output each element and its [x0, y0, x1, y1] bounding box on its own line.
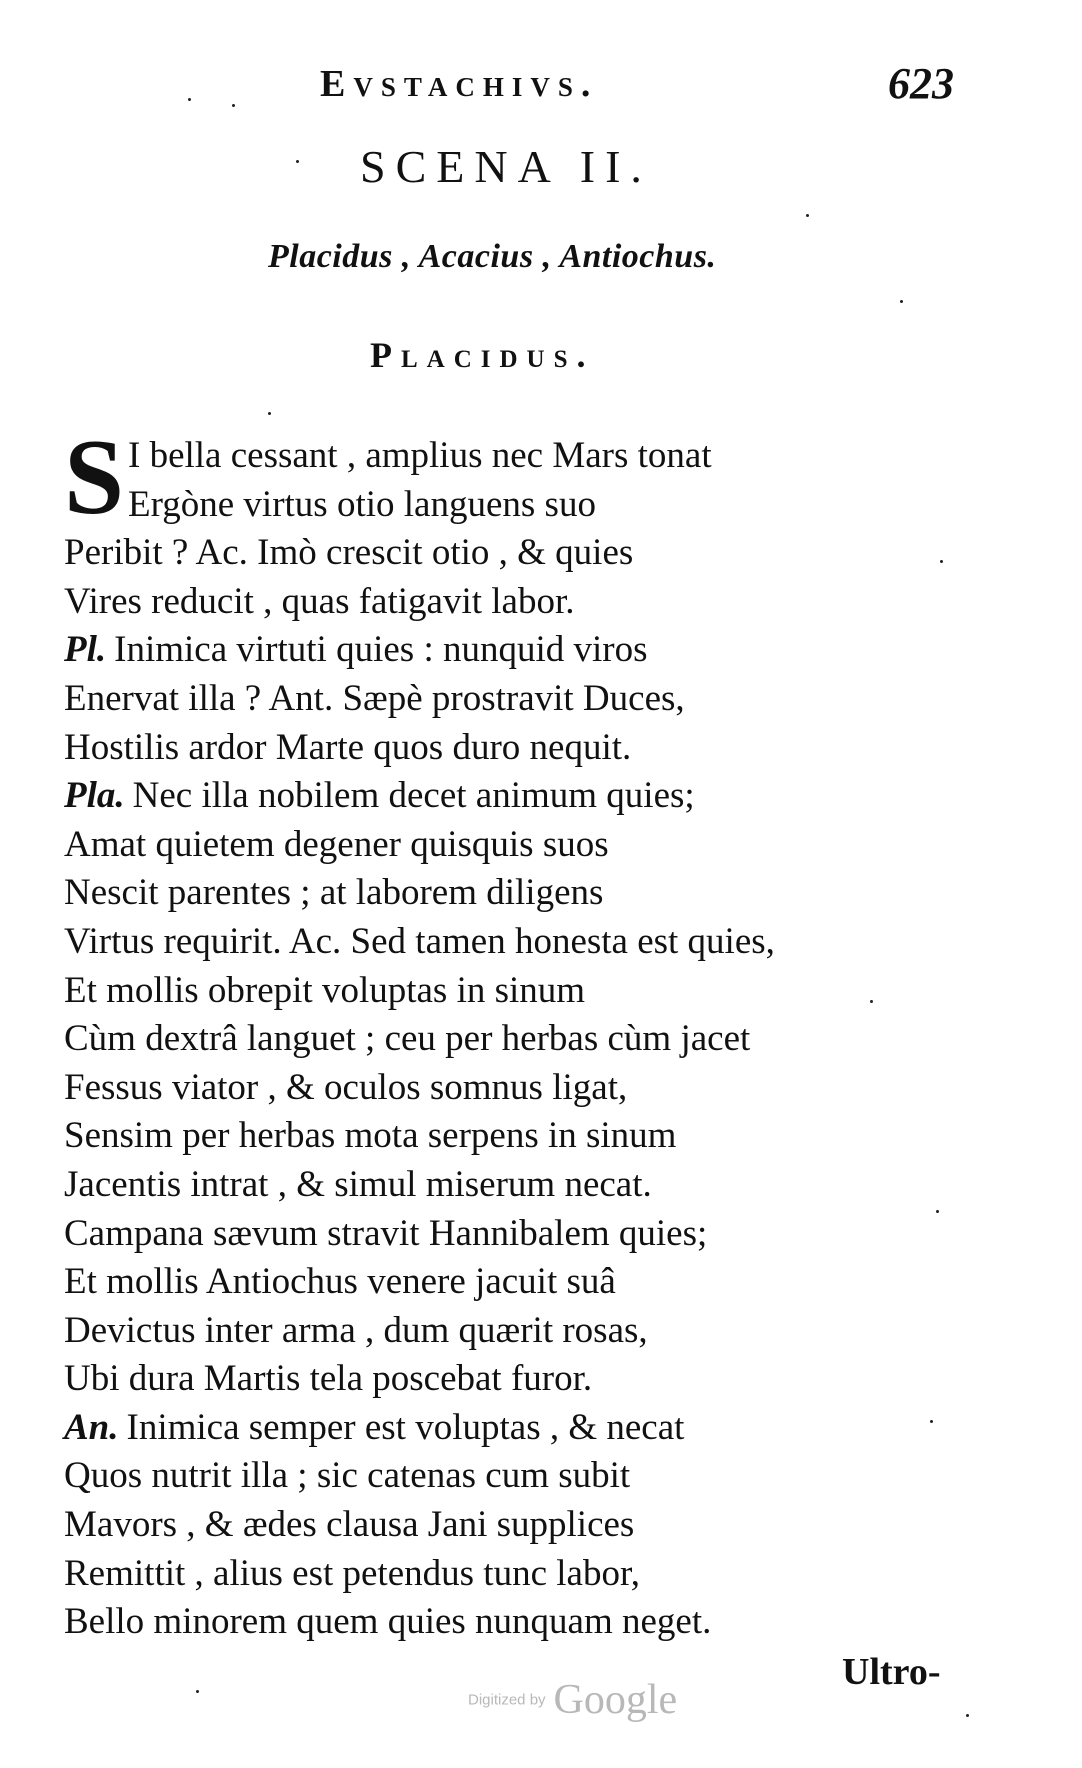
scan-speck — [966, 1714, 969, 1717]
verse-line-text: Peribit ? Ac. Imò crescit otio , & quies — [64, 532, 634, 574]
scan-speck — [806, 214, 809, 217]
scan-speck — [232, 104, 235, 107]
verse-line-text: Nec illa nobilem decet animum quies; — [132, 775, 695, 817]
verse-line-text: Et mollis obrepit voluptas in sinum — [64, 969, 586, 1011]
verse-line — [64, 1550, 964, 1599]
verse-line-text: Hostilis ardor Marte quos duro nequit. — [64, 726, 632, 768]
verse-line — [64, 675, 964, 724]
verse-line-text: Virtus requirit. Ac. Sed tamen honesta est quies, — [64, 920, 775, 962]
scan-speck — [268, 412, 271, 415]
verse-line-text: Inimica semper est voluptas , & necat — [126, 1406, 685, 1448]
scene-title: SCENA II. — [360, 141, 652, 192]
verse-line-text: Inimica virtuti quies : nunquid viros — [114, 629, 648, 671]
verse-line — [64, 432, 964, 481]
verse-line-text: Vires reducit , quas fatigavit labor. — [64, 580, 575, 622]
speaker-abbreviation: An. — [64, 1406, 119, 1448]
verse-line-text: I bella cessant , amplius nec Mars tonat — [128, 435, 712, 476]
verse-line-text: Remittit , alius est petendus tunc labor, — [64, 1552, 641, 1594]
verse-line — [64, 481, 964, 530]
verse-line-text: Amat quietem degener quisquis suos — [64, 823, 609, 865]
verse-line — [64, 1161, 964, 1210]
drop-cap-letter: S — [64, 418, 125, 537]
scan-speck — [188, 98, 191, 101]
watermark-brand: Google — [553, 1677, 678, 1723]
verse-line — [64, 967, 964, 1016]
speaker-abbreviation: Pl. — [64, 629, 107, 671]
verse-line — [64, 772, 964, 821]
verse-line-text: Jacentis intrat , & simul miserum necat. — [64, 1163, 652, 1205]
verse-line — [64, 1258, 964, 1307]
verse-line-text: Nescit parentes ; at laborem diligens — [64, 872, 604, 914]
verse-line-text: Ubi dura Martis tela poscebat furor. — [64, 1358, 593, 1400]
verse-line-text: Fessus viator , & oculos somnus ligat, — [64, 1066, 628, 1108]
verse-line — [64, 724, 964, 773]
verse-line — [64, 1307, 964, 1356]
speaker-abbreviation: Pla. — [64, 775, 125, 817]
verse-line — [64, 869, 964, 918]
verse-line-text: Et mollis Antiochus venere jacuit suâ — [64, 1261, 616, 1303]
scan-speck — [296, 160, 299, 163]
verse-line — [64, 1015, 964, 1064]
verse-line — [64, 529, 964, 578]
verse-line — [64, 1064, 964, 1113]
dramatis-personae: Placidus , Acacius , Antiochus. — [268, 238, 717, 275]
verse-line-text: Cùm dextrâ languet ; ceu per herbas cùm jacet — [64, 1018, 751, 1060]
catchword: Ultro- — [842, 1651, 941, 1693]
page-number: 623 — [888, 59, 954, 108]
verse-line — [64, 1112, 964, 1161]
verse-line — [64, 918, 964, 967]
verse-line-text: Ergòne virtus otio languens suo — [128, 483, 596, 525]
digitization-watermark — [468, 1676, 677, 1724]
verse-line — [64, 1210, 964, 1259]
verse-line-text: Devictus inter arma , dum quærit rosas, — [64, 1309, 648, 1351]
verse-line — [64, 821, 964, 870]
verse-line — [64, 1501, 964, 1550]
verse-line — [64, 626, 964, 675]
verse-line-text: Mavors , & ædes clausa Jani supplices — [64, 1504, 635, 1546]
watermark-prefix: Digitized by — [468, 1691, 546, 1709]
verse-line-text: Enervat illa ? Ant. Sæpè prostravit Duces, — [64, 677, 685, 719]
verse-line — [64, 1404, 964, 1453]
verse-line — [64, 578, 964, 627]
verse-line-text: Quos nutrit illa ; sic catenas cum subit — [64, 1455, 631, 1497]
scan-speck — [900, 300, 903, 303]
speaker-heading: Placidus. — [370, 335, 595, 375]
verse-line-text: Sensim per herbas mota serpens in sinum — [64, 1115, 677, 1157]
running-head: Evstachivs. — [320, 63, 599, 105]
verse-line-text: Bello minorem quem quies nunquam neget. — [64, 1601, 712, 1643]
verse-line — [64, 1598, 964, 1647]
scan-speck — [196, 1690, 199, 1693]
verse-line — [64, 1452, 964, 1501]
verse-line-text: Campana sævum stravit Hannibalem quies; — [64, 1212, 708, 1254]
verse-text — [64, 418, 964, 1647]
verse-line — [64, 1355, 964, 1404]
